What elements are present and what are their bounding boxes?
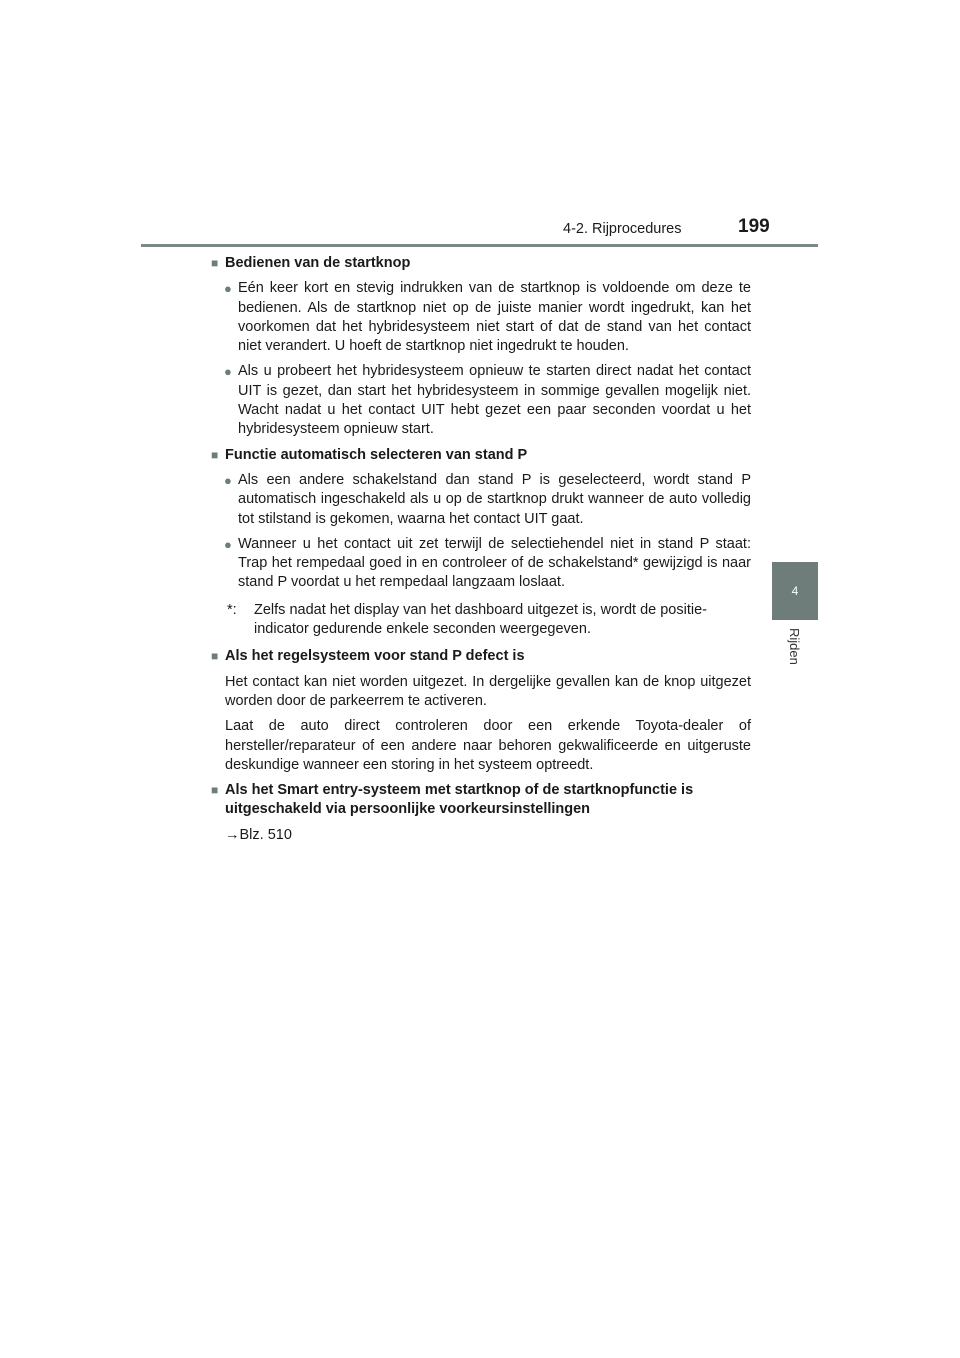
chapter-label: Rijden — [787, 628, 802, 665]
list-item — [224, 535, 751, 593]
header-divider — [141, 244, 818, 247]
heading-text: Functie automatisch selecteren van stand P — [225, 446, 528, 463]
circle-bullet-icon: ● — [224, 472, 232, 488]
section-heading — [211, 647, 751, 666]
square-bullet-icon: ■ — [211, 649, 219, 664]
circle-bullet-icon: ● — [224, 364, 232, 380]
page-reference-link[interactable]: →Blz. 510 — [225, 826, 292, 843]
section-heading — [211, 446, 751, 465]
footnote-mark: *: — [227, 601, 237, 618]
chapter-tab: 4 — [772, 562, 818, 620]
square-bullet-icon: ■ — [211, 783, 219, 798]
list-item-text: Als een andere schakelstand dan stand P is geselecteerd, wordt stand P automatisch ingeschakeld als u op de startknop drukt wanneer de auto volledig tot stilstand is gekomen, waarna het contact UIT gaat. — [238, 471, 751, 527]
circle-bullet-icon: ● — [224, 536, 232, 552]
list-item — [224, 279, 751, 356]
footnote — [227, 601, 751, 640]
square-bullet-icon: ■ — [211, 447, 219, 462]
section-title: 4-2. Rijprocedures — [563, 221, 682, 237]
list-item — [224, 471, 751, 529]
section-heading — [211, 781, 751, 820]
heading-text: Bedienen van de startknop — [225, 255, 411, 271]
paragraph: Laat de auto direct controleren door een erkende Toyota-dealer of hersteller/reparateur of een andere naar behoren gekwalificeerde en uitgeruste deskundige wanneer een storing in het systeem optreedt. — [225, 718, 751, 773]
section-heading — [211, 254, 751, 273]
heading-text: Als het Smart entry-systeem met startknop of de startknopfunctie is uitgeschakeld via persoonlijke voorkeursinstellingen — [225, 782, 694, 818]
list-item-text: Als u probeert het hybridesysteem opnieuw te starten direct nadat het contact UIT is gezet, dan start het hybridesysteem in sommige gevallen mogelijk niet. Wacht nadat u het contact UIT hebt gezet een paar seconden voordat u het hybridesysteem opnieuw start. — [238, 363, 751, 438]
circle-bullet-icon: ● — [224, 281, 232, 297]
paragraph: Het contact kan niet worden uitgezet. In dergelijke gevallen kan de knop uitgezet worden door de parkeerrem te activeren. — [225, 673, 751, 709]
list-item — [224, 362, 751, 439]
page-content — [211, 254, 751, 845]
list-item-text: Eén keer kort en stevig indrukken van de startknop is voldoende om deze te bedienen. Als de startknop niet op de juiste manier wordt ingedrukt, kan het voorkomen dat het hybridesysteem niet start of dat de stand van het contact niet verandert. U hoeft de startknop niet ingedrukt te houden. — [238, 280, 751, 355]
footnote-text: Zelfs nadat het display van het dashboard uitgezet is, wordt de positie-indicator gedurende enkele seconden weergegeven. — [254, 601, 707, 638]
list-item-text: Wanneer u het contact uit zet terwijl de selectiehendel niet in stand P staat: Trap het rempedaal goed in en controleer of de schakelstand* gewijzigd is naar stand P voordat u het rempedaal langzaam loslaat. — [238, 535, 751, 591]
square-bullet-icon: ■ — [211, 256, 219, 270]
heading-text: Als het regelsysteem voor stand P defect is — [225, 648, 525, 665]
page-number: 199 — [738, 216, 770, 237]
